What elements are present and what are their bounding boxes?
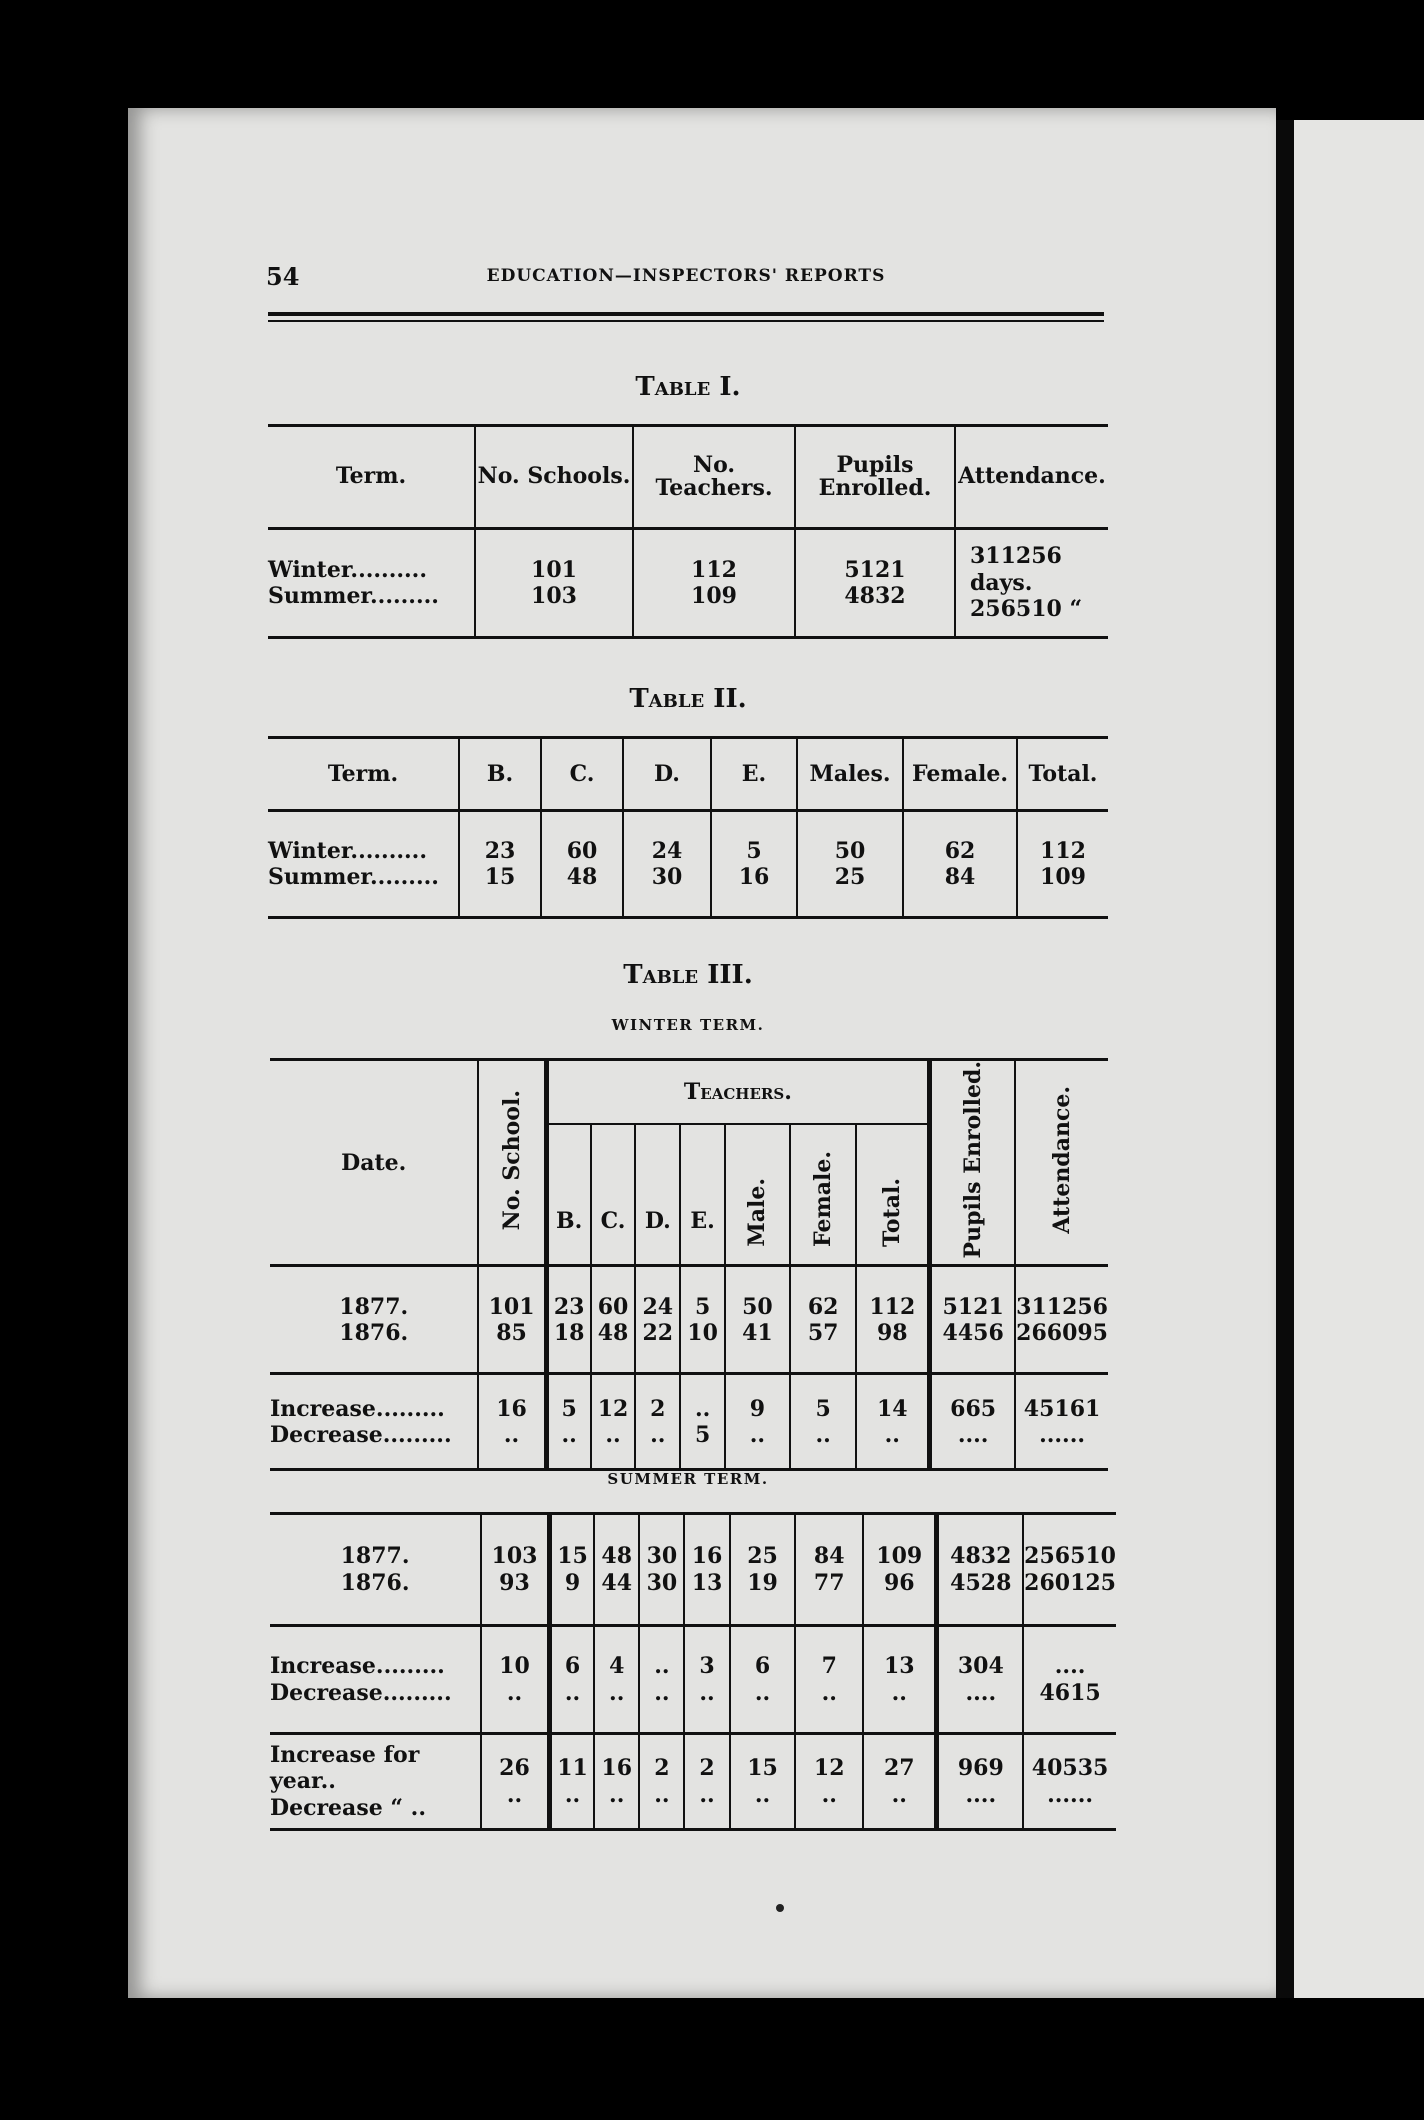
cell: 60 xyxy=(566,837,598,864)
winter-attendance xyxy=(1015,1266,1108,1374)
cell: 84 xyxy=(813,1543,845,1570)
table3-col-total xyxy=(856,1124,929,1266)
cell: 5 xyxy=(815,1395,831,1422)
summer-change-pupils xyxy=(937,1626,1023,1734)
summer-c xyxy=(594,1514,639,1626)
cell: 256510 xyxy=(1024,1543,1116,1570)
cell: 2 xyxy=(654,1755,670,1782)
table2-d xyxy=(623,811,711,918)
table1-col-teachers: No. Teachers. xyxy=(633,426,795,529)
table2-males xyxy=(797,811,903,918)
cell: 3 xyxy=(699,1653,715,1680)
table3-summer xyxy=(270,1512,1116,1831)
cell: 260125 xyxy=(1024,1569,1116,1596)
cell: 5 xyxy=(694,1421,711,1448)
table1-pupils xyxy=(795,529,955,638)
year-change-b xyxy=(549,1734,594,1830)
table3-col-c: C. xyxy=(591,1124,636,1266)
cell: 22 xyxy=(642,1319,674,1346)
summer-pupils xyxy=(937,1514,1023,1626)
cell: .... xyxy=(965,1679,997,1706)
cell: 4 xyxy=(609,1653,625,1680)
table3-header-row xyxy=(270,1060,1108,1125)
cell: 665 xyxy=(950,1395,997,1422)
header-rule xyxy=(268,312,1104,316)
table3-col-pupils xyxy=(930,1060,1016,1266)
table2-col-e: E. xyxy=(711,738,797,811)
cell: 84 xyxy=(944,864,976,890)
winter-change-male xyxy=(725,1374,790,1470)
cell: Increase......... xyxy=(270,1653,445,1680)
table2-col-c: C. xyxy=(541,738,623,811)
summer-change-e xyxy=(684,1626,729,1734)
cell: 93 xyxy=(499,1569,530,1596)
table1-header-row xyxy=(268,426,1108,529)
cell: 5 xyxy=(746,837,762,864)
female-label: Female. xyxy=(810,1150,837,1247)
table3-col-e: E. xyxy=(680,1124,725,1266)
running-title: EDUCATION—INSPECTORS' REPORTS xyxy=(486,266,886,286)
table1-col-term: Term. xyxy=(268,426,475,529)
facing-page xyxy=(1294,120,1424,1998)
cell: 101 xyxy=(488,1293,535,1320)
ink-dot xyxy=(776,1904,784,1912)
table3-col-attendance xyxy=(1015,1060,1108,1266)
summer-change-c xyxy=(594,1626,639,1734)
summer-change-labels xyxy=(270,1626,481,1734)
cell: 10 xyxy=(499,1653,530,1680)
winter-change-pupils xyxy=(930,1374,1016,1470)
page-header xyxy=(266,262,1106,292)
table3-col-d: D. xyxy=(635,1124,680,1266)
year-change-attendance xyxy=(1023,1734,1116,1830)
cell: 4456 xyxy=(942,1319,1004,1346)
table2-female xyxy=(903,811,1017,918)
cell: 13 xyxy=(883,1653,915,1680)
cell: 311256 days. xyxy=(970,543,1062,596)
cell: 60 xyxy=(597,1293,629,1320)
cell: 4528 xyxy=(950,1569,1012,1596)
cell: 19 xyxy=(747,1569,778,1596)
table3-col-date: Date. xyxy=(270,1060,478,1266)
table1-caption: Table I. xyxy=(635,372,741,402)
winter-pupils xyxy=(930,1266,1016,1374)
cell: 4615 xyxy=(1039,1679,1101,1706)
cell: 16 xyxy=(738,864,770,890)
table2-c xyxy=(541,811,623,918)
pupils-label: Pupils Enrolled. xyxy=(960,1061,987,1259)
table2-col-males: Males. xyxy=(797,738,903,811)
cell: 85 xyxy=(496,1319,527,1346)
winter-change-c xyxy=(591,1374,636,1470)
winter-change-school xyxy=(478,1374,546,1470)
cell: .. xyxy=(503,1421,520,1448)
cell: .. xyxy=(891,1679,907,1706)
cell: 12 xyxy=(597,1395,629,1422)
cell: 48 xyxy=(566,864,598,890)
cell: 57 xyxy=(807,1319,839,1346)
summer-change-total xyxy=(863,1626,937,1734)
cell: .. xyxy=(654,1781,670,1808)
cell: 1877. xyxy=(340,1543,410,1570)
cell: 5121 xyxy=(942,1293,1004,1320)
table-row xyxy=(270,1266,1108,1374)
cell: 103 xyxy=(531,583,577,609)
cell: 15 xyxy=(557,1543,588,1570)
summer-change-school xyxy=(481,1626,549,1734)
winter-total xyxy=(856,1266,929,1374)
cell: 15 xyxy=(484,864,516,890)
cell: 62 xyxy=(807,1293,839,1320)
cell: 30 xyxy=(651,864,683,890)
cell: 40535 xyxy=(1031,1755,1109,1782)
table3-col-b: B. xyxy=(546,1124,590,1266)
cell: 6 xyxy=(754,1653,771,1680)
table1-schools xyxy=(475,529,633,638)
cell: 109 xyxy=(876,1543,923,1570)
year-change-e xyxy=(684,1734,729,1830)
cell: 1876. xyxy=(340,1569,410,1596)
cell: 9 xyxy=(749,1395,766,1422)
table1-col-attendance: Attendance. xyxy=(955,426,1108,529)
cell: 4832 xyxy=(844,583,906,609)
table1-attendance xyxy=(955,529,1108,638)
cell: 2 xyxy=(699,1755,715,1782)
year-change-school xyxy=(481,1734,549,1830)
summer-term-label: SUMMER TERM. xyxy=(607,1470,769,1488)
winter-d xyxy=(635,1266,680,1374)
cell: .. xyxy=(699,1781,715,1808)
table1-teachers xyxy=(633,529,795,638)
cell: Decrease......... xyxy=(270,1421,452,1448)
cell: 109 xyxy=(691,583,737,609)
cell: 5 xyxy=(561,1395,577,1422)
summer-b xyxy=(549,1514,594,1626)
table3-caption: Table III. xyxy=(623,960,753,990)
table1 xyxy=(268,424,1108,639)
cell: 103 xyxy=(491,1543,538,1570)
winter-change-labels xyxy=(270,1374,478,1470)
cell: 1876. xyxy=(339,1319,409,1346)
summer-change-male xyxy=(730,1626,796,1734)
cell: 23 xyxy=(553,1293,585,1320)
header-rule-thin xyxy=(268,320,1104,322)
summer-change-b xyxy=(549,1626,594,1734)
year-change-pupils xyxy=(937,1734,1023,1830)
table1-terms xyxy=(268,529,475,638)
summer-change-attendance xyxy=(1023,1626,1116,1734)
summer-female xyxy=(795,1514,863,1626)
cell: .. xyxy=(821,1679,837,1706)
winter-b xyxy=(546,1266,590,1374)
cell: 7 xyxy=(821,1653,837,1680)
cell: 50 xyxy=(742,1293,773,1320)
cell: 48 xyxy=(601,1543,633,1570)
table1-col-schools: No. Schools. xyxy=(475,426,633,529)
table2 xyxy=(268,736,1108,919)
cell: 13 xyxy=(691,1569,723,1596)
cell: 112 xyxy=(869,1293,916,1320)
cell: 41 xyxy=(742,1319,773,1346)
winter-c xyxy=(591,1266,636,1374)
cell: 23 xyxy=(484,837,516,864)
cell: 9 xyxy=(564,1569,581,1596)
cell: .. xyxy=(605,1421,621,1448)
cell: 25 xyxy=(834,864,866,890)
year-change-total xyxy=(863,1734,937,1830)
table2-e xyxy=(711,811,797,918)
year-change-female xyxy=(795,1734,863,1830)
cell: 44 xyxy=(601,1569,633,1596)
cell: 5121 xyxy=(844,556,906,583)
summer-dates xyxy=(270,1514,481,1626)
cell: .. xyxy=(650,1421,666,1448)
cell: 30 xyxy=(646,1569,678,1596)
cell: 2 xyxy=(650,1395,666,1422)
table3-col-female xyxy=(790,1124,857,1266)
year-change-d xyxy=(639,1734,684,1830)
cell: 969 xyxy=(957,1755,1004,1782)
total-label: Total. xyxy=(879,1177,906,1247)
cell: ...... xyxy=(1039,1421,1086,1448)
cell: .... xyxy=(957,1421,989,1448)
cell: .. xyxy=(821,1781,837,1808)
cell: 98 xyxy=(876,1319,908,1346)
cell: 15 xyxy=(747,1755,778,1782)
winter-change-d xyxy=(635,1374,680,1470)
table1-col-pupils: Pupils Enrolled. xyxy=(795,426,955,529)
cell: Decrease “ .. xyxy=(270,1794,426,1821)
cell: 11 xyxy=(557,1755,588,1782)
cell: 12 xyxy=(813,1755,845,1782)
cell: 311256 xyxy=(1016,1293,1108,1320)
winter-change-total xyxy=(856,1374,929,1470)
cell: 6 xyxy=(564,1653,581,1680)
table3-col-school xyxy=(478,1060,546,1266)
cell: .. xyxy=(891,1781,907,1808)
cell: 26 xyxy=(499,1755,530,1782)
cell: 48 xyxy=(597,1319,629,1346)
cell: 14 xyxy=(876,1395,908,1422)
winter-dates xyxy=(270,1266,478,1374)
cell: .. xyxy=(884,1421,900,1448)
summer-school xyxy=(481,1514,549,1626)
cell: 45161 xyxy=(1023,1395,1101,1422)
winter-female xyxy=(790,1266,857,1374)
cell: 112 xyxy=(691,556,737,583)
cell: .... xyxy=(1054,1653,1086,1680)
cell: .. xyxy=(654,1653,670,1680)
table3-col-male xyxy=(725,1124,790,1266)
cell: 304 xyxy=(957,1653,1004,1680)
cell: 18 xyxy=(553,1319,585,1346)
winter-e xyxy=(680,1266,725,1374)
table2-col-b: B. xyxy=(459,738,541,811)
term-label: Summer......... xyxy=(268,583,439,609)
cell: .. xyxy=(506,1679,523,1706)
cell: 5 xyxy=(694,1293,711,1320)
summer-d xyxy=(639,1514,684,1626)
winter-change-female xyxy=(790,1374,857,1470)
cell: 25 xyxy=(747,1543,778,1570)
table-row xyxy=(270,1626,1116,1734)
cell: .. xyxy=(694,1395,711,1422)
cell: 266095 xyxy=(1016,1319,1108,1346)
table3-winter xyxy=(270,1058,1108,1471)
table2-terms xyxy=(268,811,459,918)
attendance-label: Attendance. xyxy=(1049,1085,1076,1234)
summer-change-female xyxy=(795,1626,863,1734)
summer-attendance xyxy=(1023,1514,1116,1626)
cell: .. xyxy=(699,1679,715,1706)
year-change-c xyxy=(594,1734,639,1830)
table3-col-teachers: Teachers. xyxy=(546,1060,929,1125)
cell: 4832 xyxy=(950,1543,1012,1570)
cell: 16 xyxy=(601,1755,633,1782)
table-row xyxy=(270,1514,1116,1626)
cell: .. xyxy=(749,1421,766,1448)
cell: 10 xyxy=(687,1319,718,1346)
table2-caption: Table II. xyxy=(629,684,747,714)
winter-school xyxy=(478,1266,546,1374)
cell: .. xyxy=(754,1679,771,1706)
winter-term-label: WINTER TERM. xyxy=(611,1016,765,1034)
winter-male xyxy=(725,1266,790,1374)
winter-change-attendance xyxy=(1015,1374,1108,1470)
cell: 27 xyxy=(883,1755,915,1782)
cell: 62 xyxy=(944,837,976,864)
cell: .. xyxy=(564,1781,581,1808)
summer-total xyxy=(863,1514,937,1626)
cell: 16 xyxy=(691,1543,723,1570)
cell: 256510 “ xyxy=(970,596,1083,623)
cell: ...... xyxy=(1047,1781,1094,1808)
male-label: Male. xyxy=(744,1177,771,1247)
cell: 24 xyxy=(651,837,683,864)
cell: .. xyxy=(609,1679,625,1706)
cell: .. xyxy=(561,1421,577,1448)
cell: .. xyxy=(609,1781,625,1808)
table2-col-female: Female. xyxy=(903,738,1017,811)
book-spine xyxy=(1276,120,1294,1998)
cell: Decrease......... xyxy=(270,1679,452,1706)
year-change-male xyxy=(730,1734,796,1830)
cell: .... xyxy=(965,1781,997,1808)
cell: 24 xyxy=(642,1293,674,1320)
cell: 101 xyxy=(531,556,577,583)
term-label: Summer......... xyxy=(268,864,439,890)
table2-col-total: Total. xyxy=(1017,738,1108,811)
page-number: 54 xyxy=(266,262,300,291)
term-label: Winter.......... xyxy=(268,837,427,864)
table-row xyxy=(270,1734,1116,1830)
cell: Increase for year.. xyxy=(270,1741,420,1795)
cell: .. xyxy=(564,1679,581,1706)
cell: 112 xyxy=(1040,837,1086,864)
table-row xyxy=(268,529,1108,638)
term-label: Winter.......... xyxy=(268,556,427,583)
winter-change-e xyxy=(680,1374,725,1470)
table-row xyxy=(270,1374,1108,1470)
cell: 77 xyxy=(813,1569,845,1596)
school-label: No. School. xyxy=(498,1089,525,1230)
cell: .. xyxy=(506,1781,523,1808)
summer-male xyxy=(730,1514,796,1626)
cell: 109 xyxy=(1040,864,1086,890)
year-change-labels xyxy=(270,1734,481,1830)
table2-col-term: Term. xyxy=(268,738,459,811)
cell: Increase......... xyxy=(270,1395,445,1422)
winter-change-b xyxy=(546,1374,590,1470)
table-row xyxy=(268,811,1108,918)
cell: 96 xyxy=(883,1569,915,1596)
table2-b xyxy=(459,811,541,918)
cell: 30 xyxy=(646,1543,678,1570)
cell: 16 xyxy=(496,1395,527,1422)
table2-header-row xyxy=(268,738,1108,811)
cell: .. xyxy=(754,1781,771,1808)
cell: .. xyxy=(815,1421,831,1448)
cell: .. xyxy=(654,1679,670,1706)
summer-e xyxy=(684,1514,729,1626)
summer-change-d xyxy=(639,1626,684,1734)
cell: 1877. xyxy=(339,1293,409,1320)
cell: 50 xyxy=(834,837,866,864)
table2-total xyxy=(1017,811,1108,918)
table2-col-d: D. xyxy=(623,738,711,811)
